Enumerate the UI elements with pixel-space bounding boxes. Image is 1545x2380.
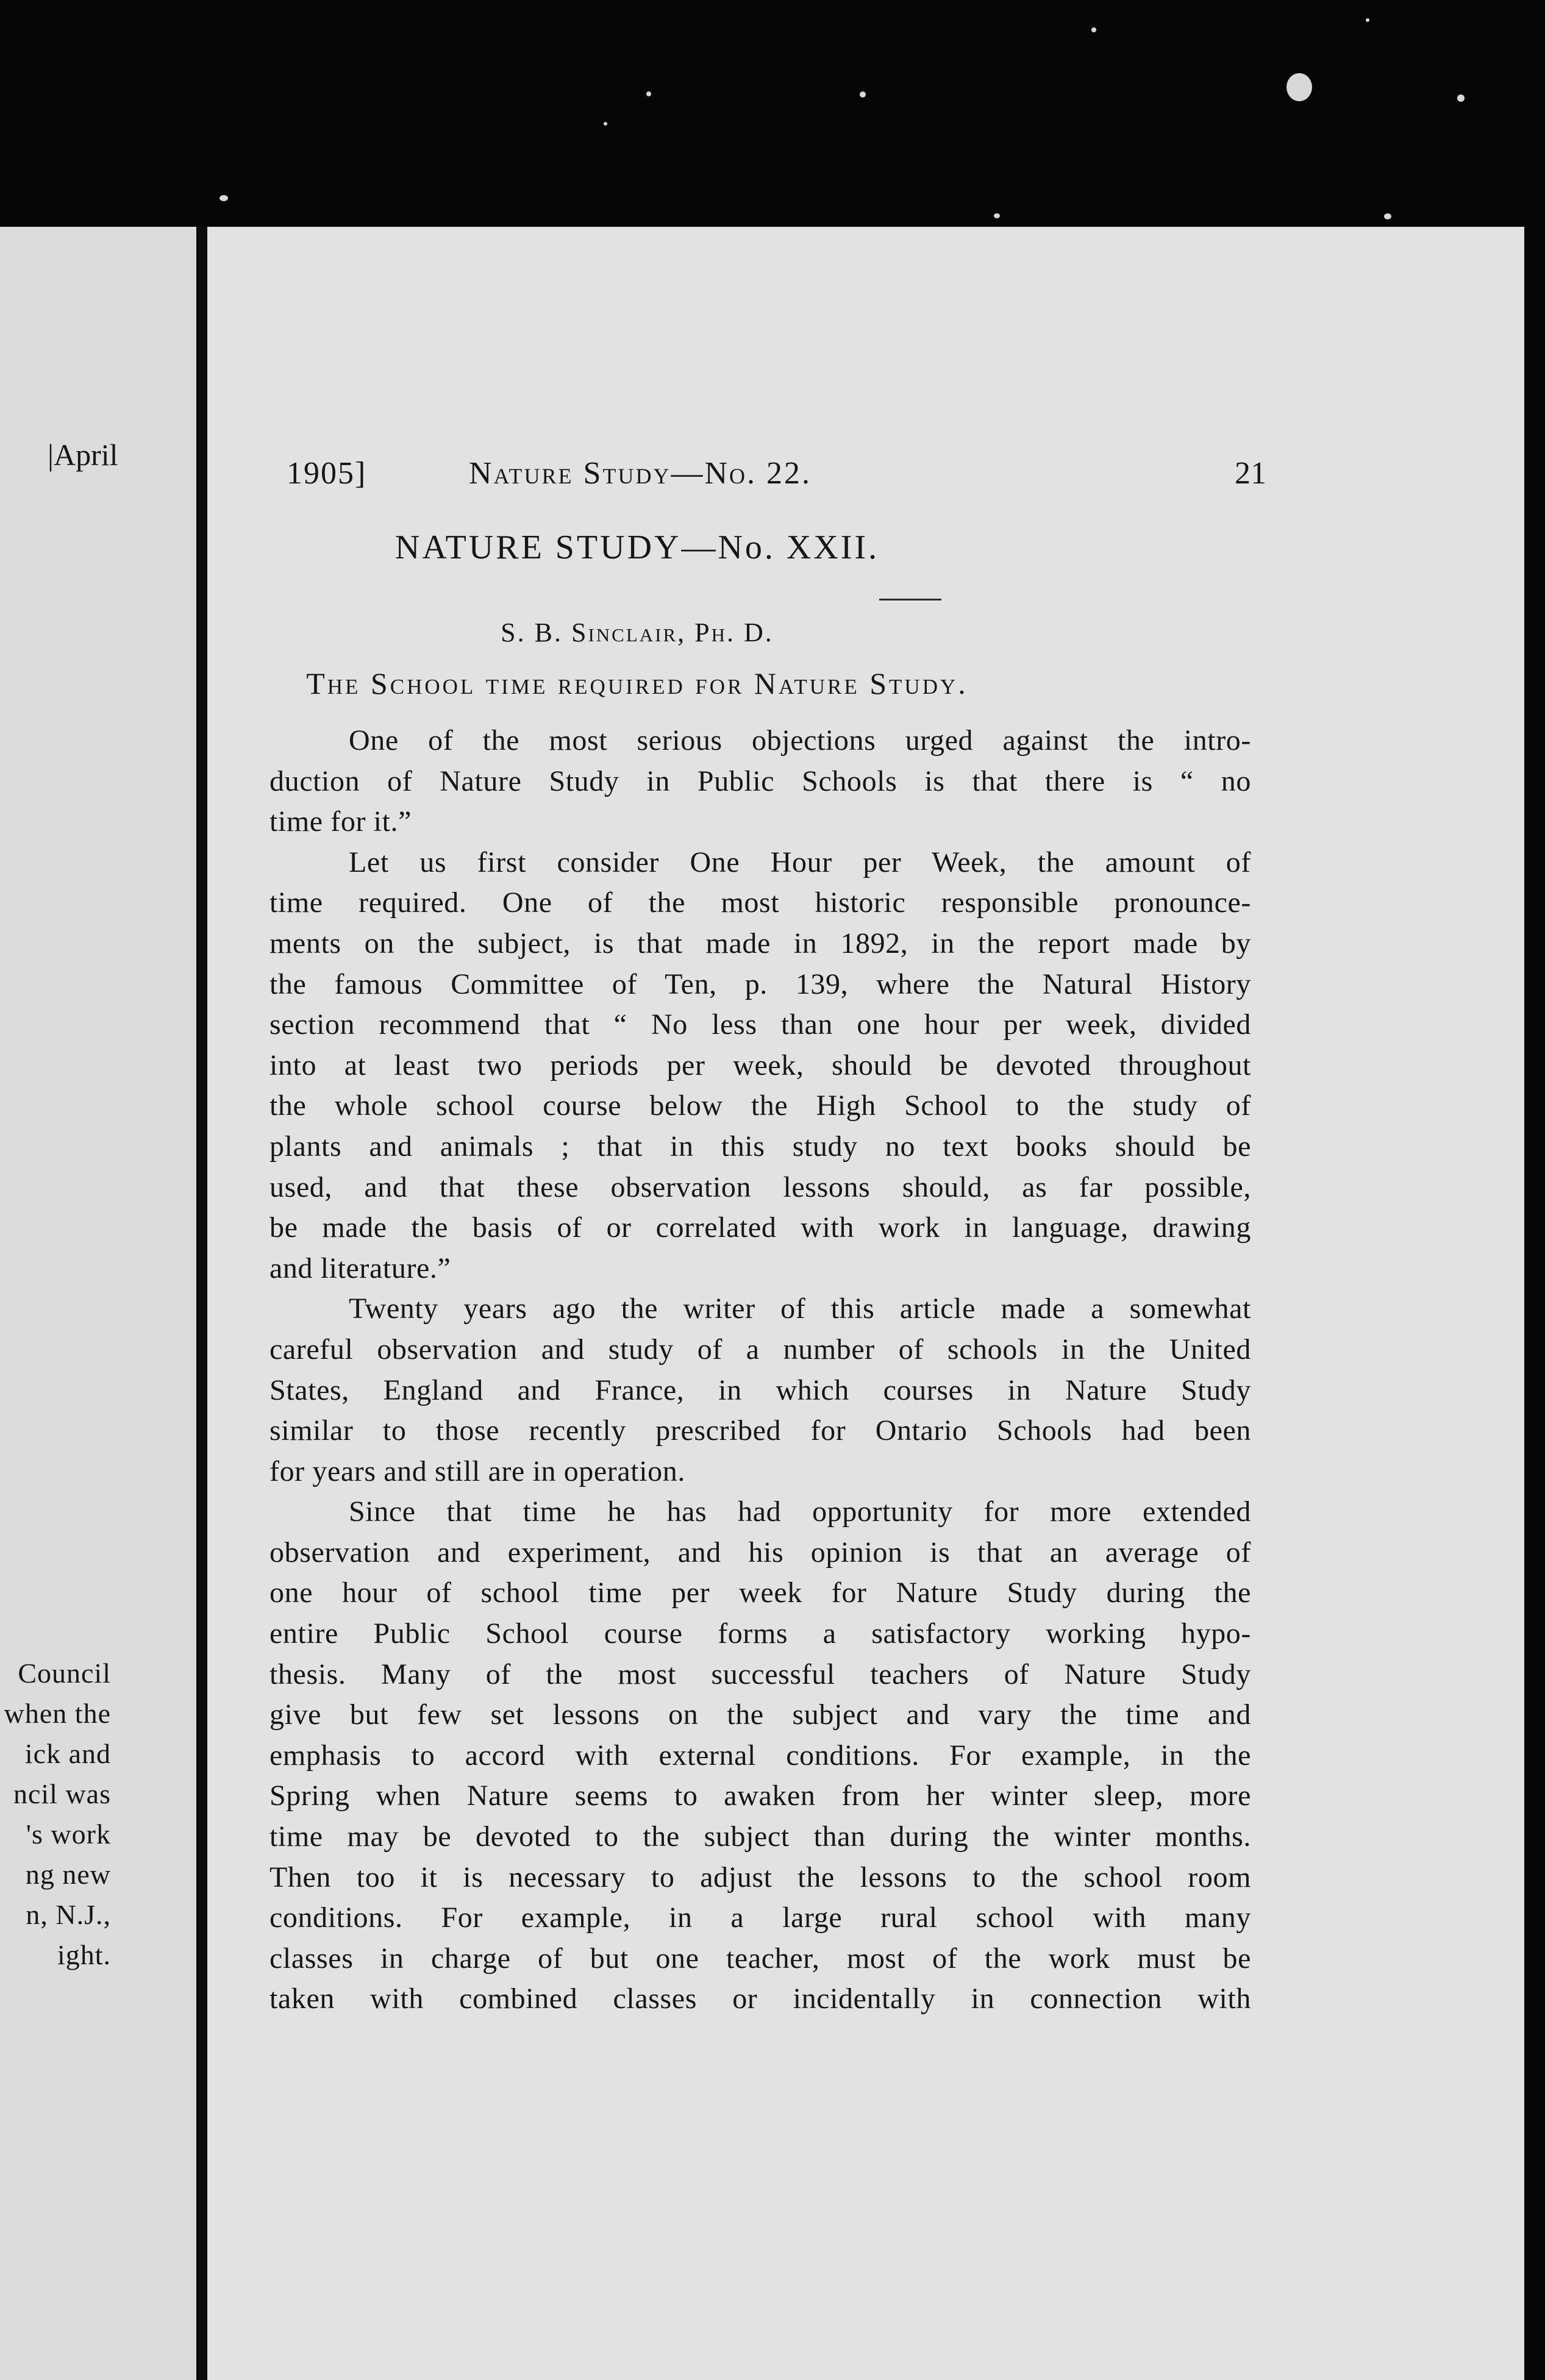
scan-background-noise	[0, 0, 1545, 219]
body-line: Twenty years ago the writer of this article made a somewhat	[349, 1292, 1251, 1325]
article-author: S. B. Sinclair, Ph. D.	[501, 618, 774, 647]
article-body	[269, 721, 1251, 2020]
body-line: One of the most serious objections urged against the intro-	[349, 724, 1251, 757]
dust-speck	[219, 195, 228, 201]
dust-speck	[1286, 73, 1312, 101]
body-line: Spring when Nature seems to awaken from her winter sleep, more	[269, 1780, 1251, 1812]
body-line: used, and that these observation lessons should, as far possible,	[269, 1170, 1251, 1203]
book-gutter	[196, 227, 207, 2380]
body-line: ments on the subject, is that made in 1892, in the report made by	[269, 927, 1251, 960]
body-line: observation and experiment, and his opinion is that an average of	[269, 1536, 1251, 1569]
dust-speck	[646, 91, 651, 96]
body-line: the famous Committee of Ten, p. 139, where the Natural History	[269, 967, 1251, 1000]
running-head-year: 1905]	[287, 456, 367, 491]
body-line: taken with combined classes or incidentally in connection with	[269, 1983, 1251, 2015]
body-line: emphasis to accord with external conditions. For example, in the	[269, 1739, 1251, 1772]
body-line: Then too it is necessary to adjust the lessons to the school room	[269, 1861, 1251, 1894]
previous-page-line: when the	[4, 1698, 111, 1729]
article-subtitle: The School time required for Nature Study.	[306, 666, 968, 700]
previous-page-header: |April	[48, 438, 118, 472]
title-rule	[879, 599, 941, 600]
dust-speck	[604, 122, 607, 126]
body-line: one hour of school time per week for Nature Study during the	[269, 1577, 1251, 1609]
previous-page-text	[0, 1653, 196, 1975]
body-line: time required. One of the most historic responsible pronounce-	[269, 886, 1251, 919]
running-head	[207, 455, 1524, 498]
body-line: the whole school course below the High School to the study of	[269, 1089, 1251, 1122]
body-line: classes in charge of but one teacher, most of the work must be	[269, 1942, 1251, 1975]
body-line: for years and still are in operation.	[269, 1455, 685, 1488]
body-line: similar to those recently prescribed for Ontario Schools had been	[269, 1414, 1251, 1447]
body-line: time for it.”	[269, 805, 412, 838]
body-line: time may be devoted to the subject than during the winter months.	[269, 1820, 1251, 1853]
body-line: careful observation and study of a number of schools in the United	[269, 1333, 1251, 1366]
body-line: conditions. For example, in a large rural school with many	[269, 1901, 1251, 1934]
body-line: Since that time he has had opportunity for more extended	[349, 1495, 1251, 1528]
body-line: States, England and France, in which courses in Nature Study	[269, 1373, 1251, 1406]
article-title: NATURE STUDY—No. XXII.	[394, 529, 880, 566]
document-page	[207, 227, 1524, 2380]
previous-page-line: 's work	[26, 1819, 111, 1850]
previous-page-line: ncil was	[13, 1778, 111, 1809]
body-line: thesis. Many of the most successful teachers of Nature Study	[269, 1658, 1251, 1691]
page-number: 21	[1235, 456, 1266, 491]
body-line: plants and animals ; that in this study no text books should be	[269, 1130, 1251, 1163]
body-line: and literature.”	[269, 1252, 451, 1284]
body-line: into at least two periods per week, should be devoted throughout	[269, 1049, 1251, 1081]
dust-speck	[1384, 213, 1391, 219]
dust-speck	[1091, 27, 1096, 32]
previous-page-fragment	[0, 227, 196, 2380]
body-line: give but few set lessons on the subject and vary the time and	[269, 1698, 1251, 1731]
dust-speck	[994, 213, 1000, 218]
previous-page-line: ick and	[24, 1738, 111, 1769]
body-line: be made the basis of or correlated with work in language, drawing	[269, 1211, 1251, 1244]
running-head-title: Nature Study—No. 22.	[468, 456, 812, 491]
previous-page-line: Council	[18, 1658, 111, 1689]
previous-page-line: n, N.J.,	[26, 1899, 111, 1930]
body-line: entire Public School course forms a satisfactory working hypo-	[269, 1617, 1251, 1650]
dust-speck	[1366, 18, 1369, 22]
body-line: section recommend that “ No less than one hour per week, divided	[269, 1008, 1251, 1041]
body-line: Let us first consider One Hour per Week, the amount of	[349, 846, 1251, 878]
dust-speck	[860, 91, 866, 98]
body-line: duction of Nature Study in Public Schools is that there is “ no	[269, 764, 1251, 797]
previous-page-line: ight.	[57, 1939, 111, 1970]
dust-speck	[1457, 94, 1465, 102]
previous-page-line: ng new	[25, 1859, 111, 1890]
